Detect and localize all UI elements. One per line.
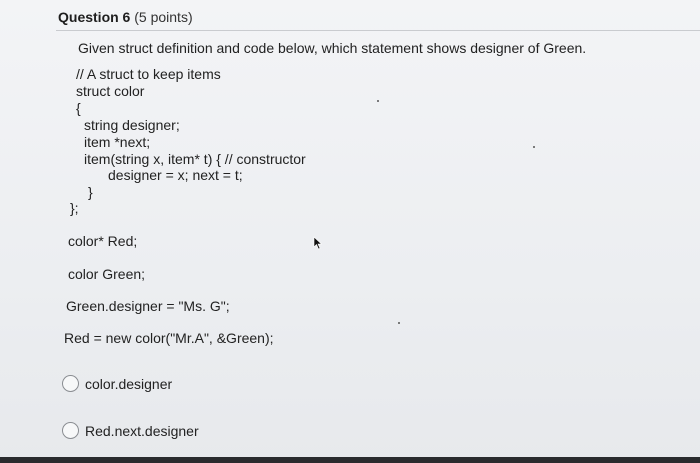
code-line-end: };	[70, 200, 79, 216]
screen-bezel	[0, 457, 700, 463]
code-line-next: item *next;	[84, 134, 151, 150]
code-line-open-brace: {	[76, 100, 81, 116]
code-line-struct: struct color	[76, 83, 145, 99]
header-divider	[56, 30, 700, 31]
question-points: (5 points)	[134, 9, 193, 25]
mouse-cursor-icon	[313, 236, 323, 250]
answer-option-label[interactable]: color.designer	[85, 375, 173, 392]
dust-speck	[533, 146, 535, 148]
code-line-comment: // A struct to keep items	[76, 66, 221, 82]
question-title: Question 6	[58, 9, 131, 25]
radio-button[interactable]	[62, 375, 79, 392]
statement-4: Red = new color("Mr.A", &Green);	[64, 330, 274, 346]
question-prompt: Given struct definition and code below, which statement shows designer of Green.	[78, 40, 587, 56]
dust-speck	[398, 322, 400, 324]
statement-3: Green.designer = "Ms. G";	[66, 298, 230, 314]
radio-button[interactable]	[62, 422, 79, 439]
code-line-assign: designer = x; next = t;	[108, 167, 243, 183]
answer-option-label[interactable]: Red.next.designer	[85, 422, 199, 439]
statement-2: color Green;	[68, 266, 146, 282]
question-header	[58, 9, 193, 25]
code-line-close-brace: }	[88, 184, 93, 200]
statement-1: color* Red;	[68, 233, 138, 249]
answer-option-2[interactable]	[62, 422, 199, 439]
answer-option-1[interactable]	[62, 375, 172, 392]
code-line-designer: string designer;	[84, 117, 180, 133]
code-line-constructor: item(string x, item* t) { // constructor	[84, 151, 306, 167]
dust-speck	[377, 100, 379, 102]
